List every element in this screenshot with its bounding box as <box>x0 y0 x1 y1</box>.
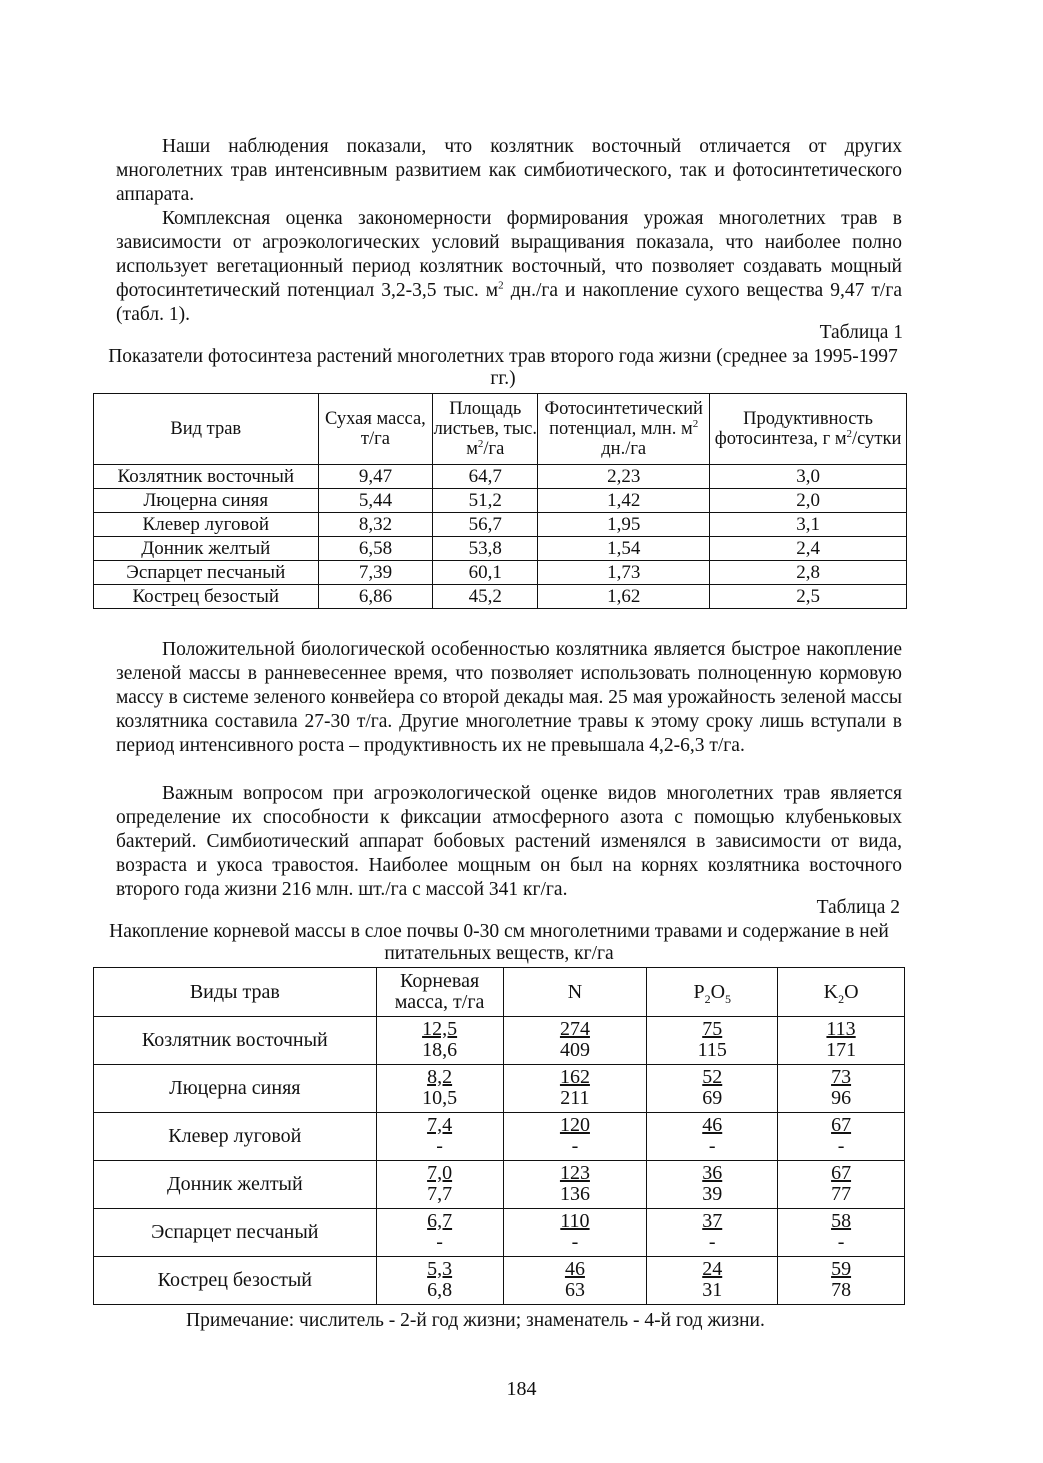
table1-cell-area: 64,7 <box>433 465 538 489</box>
table2-header-k2o: $K_2O$ <box>778 968 905 1017</box>
fraction-numerator: 8,2 <box>427 1066 453 1088</box>
table2-cell-n <box>503 1017 647 1065</box>
table1-row <box>94 513 907 537</box>
fraction <box>702 1163 722 1205</box>
table1-cell-productivity: 2,0 <box>710 489 907 513</box>
table1-cell-mass: 9,47 <box>318 465 433 489</box>
fraction-numerator: 46 <box>702 1114 723 1136</box>
table2-cell-n <box>503 1257 647 1305</box>
fraction-numerator: 24 <box>702 1258 723 1280</box>
fraction-denominator: 6,8 <box>427 1279 453 1301</box>
fraction-numerator: 113 <box>826 1018 856 1040</box>
table2-row <box>94 1257 905 1305</box>
table1-cell-productivity: 2,4 <box>710 537 907 561</box>
table2-cell-root <box>376 1113 503 1161</box>
fraction <box>826 1019 856 1061</box>
fraction-denominator: - <box>837 1231 845 1253</box>
fraction <box>560 1163 590 1205</box>
fraction-denominator: 39 <box>702 1183 723 1205</box>
table2-cell-root <box>376 1017 503 1065</box>
table1-row <box>94 537 907 561</box>
table2-cell-p <box>647 1209 778 1257</box>
fraction-denominator: 7,7 <box>427 1183 453 1205</box>
fraction <box>560 1019 590 1061</box>
fraction-denominator: - <box>571 1135 579 1157</box>
table1-cell-name: Клевер луговой <box>94 513 319 537</box>
fraction-numerator: 110 <box>560 1210 590 1232</box>
table1-cell-name: Донник желтый <box>94 537 319 561</box>
fraction-denominator: 77 <box>831 1183 852 1205</box>
fraction <box>560 1067 590 1109</box>
table1-cell-mass: 8,32 <box>318 513 433 537</box>
fraction-numerator: 73 <box>831 1066 852 1088</box>
fraction-denominator: - <box>571 1231 579 1253</box>
table2-cell-name: Донник желтый <box>94 1161 377 1209</box>
fraction <box>698 1019 727 1061</box>
fraction-denominator: - <box>436 1231 443 1253</box>
superscript-2: 2 <box>498 279 504 292</box>
fraction-numerator: 123 <box>559 1162 590 1184</box>
table2-row <box>94 1113 905 1161</box>
fraction-numerator: 75 <box>702 1018 723 1040</box>
fraction <box>427 1259 452 1301</box>
paragraph-assessment-tail: дн./га и накопление сухого вещества 9,47 т/га (табл. 1). <box>116 280 902 325</box>
fraction-denominator: 136 <box>559 1183 590 1205</box>
table2-cell-p <box>647 1161 778 1209</box>
table1-cell-name: Кострец безостый <box>94 585 319 609</box>
table2-cell-n <box>503 1161 647 1209</box>
table2-cell-root <box>376 1209 503 1257</box>
table1-cell-area: 45,2 <box>433 585 538 609</box>
fraction-numerator: 36 <box>702 1162 723 1184</box>
table2-cell-n <box>503 1065 647 1113</box>
table2-cell-n <box>503 1209 647 1257</box>
fraction-denominator: 18,6 <box>422 1039 458 1061</box>
table2-cell-name: Люцерна синяя <box>94 1065 377 1113</box>
table1-cell-name: Люцерна синяя <box>94 489 319 513</box>
table1-cell-potential: 1,42 <box>538 489 710 513</box>
table2-cell-k <box>778 1257 905 1305</box>
fraction <box>560 1115 590 1157</box>
fraction-denominator: - <box>708 1135 716 1157</box>
table2-cell-k <box>778 1161 905 1209</box>
table2-header-n: N <box>503 968 647 1017</box>
paragraph-nitrogen-fixation: Важным вопросом при агроэкологической оценке видов многолетних трав является определение их способности к фиксации атмосферного азота с помощью клубеньковых бактерий. Симбиотический аппарат бобовых растений изменялся в зависимости от вида, возраста и укоса травостоя. Наиболее мощным он был на корнях козлятника восточного второго года жизни 216 млн. шт./га с массой 341 кг/га. <box>116 783 902 900</box>
table-root-mass <box>93 967 905 1305</box>
fraction <box>427 1211 452 1253</box>
table2-cell-k <box>778 1113 905 1161</box>
table2-cell-root <box>376 1065 503 1113</box>
fraction <box>831 1211 851 1253</box>
fraction-denominator: 10,5 <box>422 1087 458 1109</box>
table1-cell-potential: 2,23 <box>538 465 710 489</box>
fraction-denominator: 63 <box>564 1279 585 1301</box>
table1-cell-productivity: 2,8 <box>710 561 907 585</box>
table2-header-p2o5: $P_2O_5$ <box>647 968 778 1017</box>
fraction <box>831 1259 851 1301</box>
table1-cell-name: Эспарцет песчаный <box>94 561 319 585</box>
fraction-numerator: 5,3 <box>427 1258 453 1280</box>
table1-cell-potential: 1,95 <box>538 513 710 537</box>
table2-caption: Таблица 2 <box>816 897 900 918</box>
fraction-numerator: 7,0 <box>427 1162 453 1184</box>
fraction <box>702 1259 722 1301</box>
fraction <box>427 1115 452 1157</box>
fraction-denominator: 96 <box>831 1087 852 1109</box>
table1-header-dry-mass: Сухая масса, т/га <box>318 394 433 465</box>
table2-cell-name: Козлятник восточный <box>94 1017 377 1065</box>
table1-header-row <box>94 394 907 465</box>
fraction <box>422 1019 457 1061</box>
table2-header-row <box>94 968 905 1017</box>
table1-header-potential: Фотосинтетический потенциал, млн. $м^2$ дн./га <box>538 394 710 465</box>
fraction-numerator: 67 <box>831 1114 852 1136</box>
table1-cell-productivity: 3,1 <box>710 513 907 537</box>
table1-cell-area: 53,8 <box>433 537 538 561</box>
fraction <box>702 1115 722 1157</box>
table-photosynthesis <box>93 393 907 609</box>
fraction-numerator: 120 <box>559 1114 590 1136</box>
table1-cell-name: Козлятник восточный <box>94 465 319 489</box>
table1-title: Показатели фотосинтеза растений многолетних трав второго года жизни (среднее за 1995-1997 гг.) <box>108 346 898 389</box>
table2-cell-k <box>778 1065 905 1113</box>
fraction-numerator: 58 <box>831 1210 852 1232</box>
table1-row <box>94 585 907 609</box>
table2-header-species: Виды трав <box>94 968 377 1017</box>
table1-cell-mass: 5,44 <box>318 489 433 513</box>
table2-cell-name: Эспарцет песчаный <box>94 1209 377 1257</box>
table1-cell-productivity: 2,5 <box>710 585 907 609</box>
table1-cell-area: 51,2 <box>433 489 538 513</box>
table2-cell-name: Кострец безостый <box>94 1257 377 1305</box>
fraction-denominator: 115 <box>697 1039 727 1061</box>
fraction-numerator: 37 <box>702 1210 723 1232</box>
fraction-numerator: 59 <box>831 1258 852 1280</box>
table1-cell-mass: 6,86 <box>318 585 433 609</box>
table2-row <box>94 1065 905 1113</box>
fraction <box>422 1067 457 1109</box>
fraction <box>702 1211 722 1253</box>
table1-cell-mass: 6,58 <box>318 537 433 561</box>
table2-cell-k <box>778 1017 905 1065</box>
fraction-numerator: 12,5 <box>422 1018 458 1040</box>
table2-header-root-mass: Корневая масса, т/га <box>376 968 503 1017</box>
fraction-numerator: 46 <box>564 1258 585 1280</box>
fraction-numerator: 274 <box>559 1018 590 1040</box>
fraction-numerator: 6,7 <box>427 1210 453 1232</box>
paragraph-assessment <box>116 207 902 327</box>
fraction-denominator: - <box>708 1231 716 1253</box>
fraction <box>831 1163 851 1205</box>
table1-cell-productivity: 3,0 <box>710 465 907 489</box>
page-number: 184 <box>506 1378 537 1400</box>
fraction-denominator: 78 <box>831 1279 852 1301</box>
fraction-denominator: 211 <box>560 1087 590 1109</box>
fraction <box>702 1067 722 1109</box>
fraction-denominator: 171 <box>826 1039 857 1061</box>
table2-cell-k <box>778 1209 905 1257</box>
table1-cell-potential: 1,73 <box>538 561 710 585</box>
fraction <box>427 1163 452 1205</box>
table1-caption: Таблица 1 <box>819 322 903 343</box>
table1-cell-area: 60,1 <box>433 561 538 585</box>
paragraph-observations: Наши наблюдения показали, что козлятник восточный отличается от других многолетних трав интенсивным развитием как симбиотического, так и фотосинтетического аппарата. <box>116 136 902 205</box>
table2-cell-p <box>647 1017 778 1065</box>
table2-cell-p <box>647 1113 778 1161</box>
fraction-denominator: 31 <box>702 1279 723 1301</box>
table2-row <box>94 1017 905 1065</box>
fraction-numerator: 67 <box>831 1162 852 1184</box>
table1-header-leaf-area: Площадь листьев, тыс. $м^2/га$ <box>433 394 538 465</box>
table2-note: Примечание: числитель - 2-й год жизни; знаменатель - 4-й год жизни. <box>186 1310 765 1331</box>
paragraph-green-mass: Положительной биологической особенностью козлятника является быстрое накопление зеленой массы в ранневесеннее время, что позволяет использовать полноценную кормовую массу в системе зеленого конвейера со второй декады мая. 25 мая урожайность зеленой массы козлятника составила 27-30 т/га. Другие многолетние травы к этому сроку лишь вступали в период интенсивного роста – продуктивность их не превышала 4,2-6,3 т/га. <box>116 639 902 756</box>
table2-cell-n <box>503 1113 647 1161</box>
table1-cell-mass: 7,39 <box>318 561 433 585</box>
table1-row <box>94 465 907 489</box>
fraction <box>831 1115 851 1157</box>
table1-cell-area: 56,7 <box>433 513 538 537</box>
table2-cell-root <box>376 1161 503 1209</box>
fraction <box>565 1259 585 1301</box>
fraction-denominator: - <box>837 1135 845 1157</box>
fraction-numerator: 52 <box>702 1066 723 1088</box>
table2-cell-root <box>376 1257 503 1305</box>
table2-row <box>94 1209 905 1257</box>
table2-cell-p <box>647 1257 778 1305</box>
paragraph-assessment-text: Комплексная оценка закономерности формирования урожая многолетних трав в зависимости от агроэкологических условий выращивания показала, что наиболее полно использует вегетационный период козлятник восточный, что позволяет создавать мощный фотосинтетический потенциал 3,2-3,5 тыс. м <box>116 208 902 301</box>
table1-header-productivity: Продуктивность фотосинтеза, г $м^2$/сутки <box>710 394 907 465</box>
table2-row <box>94 1161 905 1209</box>
table2-title: Накопление корневой массы в слое почвы 0-30 см многолетними травами и содержание в ней питательных веществ, кг/га <box>109 921 889 964</box>
fraction-numerator: 7,4 <box>427 1114 453 1136</box>
fraction-denominator: 409 <box>559 1039 590 1061</box>
table1-cell-potential: 1,62 <box>538 585 710 609</box>
fraction-denominator: - <box>436 1135 443 1157</box>
table2-cell-p <box>647 1065 778 1113</box>
table1-row <box>94 561 907 585</box>
fraction <box>831 1067 851 1109</box>
table2-cell-name: Клевер луговой <box>94 1113 377 1161</box>
table1-row <box>94 489 907 513</box>
fraction <box>560 1211 589 1253</box>
table1-cell-potential: 1,54 <box>538 537 710 561</box>
fraction-denominator: 69 <box>702 1087 723 1109</box>
fraction-numerator: 162 <box>559 1066 590 1088</box>
table1-header-species: Вид трав <box>94 394 319 465</box>
